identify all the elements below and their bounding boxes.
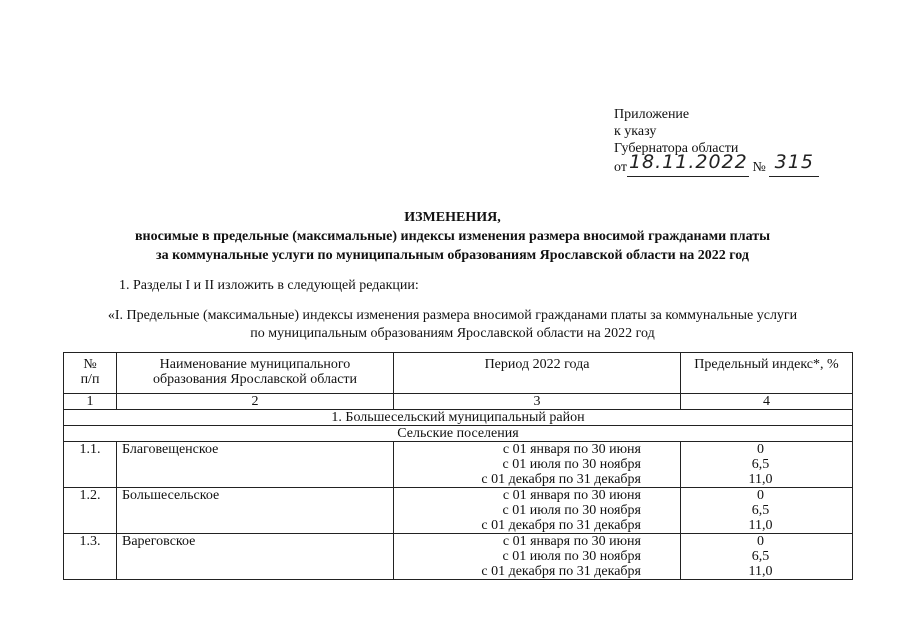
header-name [117, 353, 394, 394]
header-name-line-2: образования Ярославской области [152, 372, 358, 387]
table-header-row [64, 353, 853, 394]
index-cell: 6,5 [751, 549, 770, 564]
period-cell: с 01 декабря по 31 декабря [481, 518, 641, 533]
period-cell: с 01 декабря по 31 декабря [481, 472, 641, 487]
index-cell: 6,5 [751, 503, 770, 518]
decree-date-field [627, 151, 749, 177]
period-cell: с 01 января по 30 июня [502, 442, 641, 457]
index-cell: 11,0 [748, 564, 773, 579]
table-row [64, 442, 853, 488]
row-number: 1.3. [64, 534, 117, 580]
column-number: 1 [64, 394, 117, 410]
period-cell: с 01 июля по 30 ноября [502, 503, 641, 518]
decree-number-handwritten: 315 [774, 151, 814, 173]
index-cell: 11,0 [748, 518, 773, 533]
column-number: 2 [117, 394, 394, 410]
table-row [64, 534, 853, 580]
row-name: Благовещенское [117, 442, 394, 488]
row-indices [681, 534, 853, 580]
paragraph-2-line-1: «I. Предельные (максимальные) индексы изменения размера вносимой гражданами платы за коммунальные услуги [107, 308, 798, 323]
subsection-title: Сельские поселения [64, 426, 853, 442]
appendix-block [614, 106, 819, 177]
row-number: 1.2. [64, 488, 117, 534]
row-name: Большесельское [117, 488, 394, 534]
row-periods [394, 442, 681, 488]
header-num [64, 353, 117, 394]
row-indices [681, 488, 853, 534]
title-line-1: ИЗМЕНЕНИЯ, [404, 210, 501, 225]
paragraph-2 [0, 307, 905, 343]
header-index: Предельный индекс*, % [681, 353, 853, 394]
header-num-line-1: № [83, 357, 97, 372]
row-name: Вареговское [117, 534, 394, 580]
subsection-row [64, 426, 853, 442]
header-period: Период 2022 года [394, 353, 681, 394]
section-row [64, 410, 853, 426]
title-line-3: за коммунальные услуги по муниципальным образованиям Ярославской области на 2022 год [156, 248, 749, 263]
row-periods [394, 488, 681, 534]
table-row [64, 488, 853, 534]
period-cell: с 01 декабря по 31 декабря [481, 564, 641, 579]
index-cell: 0 [757, 534, 764, 549]
row-number: 1.1. [64, 442, 117, 488]
appendix-line-3: Губернатора области [614, 141, 739, 156]
period-cell: с 01 июля по 30 ноября [502, 549, 641, 564]
decree-date-handwritten: 18.11.2022 [628, 151, 748, 173]
column-number-row [64, 394, 853, 410]
index-cell: 0 [757, 488, 764, 503]
document-title [0, 208, 905, 265]
column-number: 4 [681, 394, 853, 410]
title-line-2: вносимые в предельные (максимальные) индексы изменения размера вносимой гражданами платы [134, 229, 771, 244]
header-name-line-1: Наименование муниципального [159, 357, 351, 372]
decree-number-field [769, 151, 819, 177]
index-cell: 6,5 [751, 457, 770, 472]
paragraph-2-line-2: по муниципальным образованиям Ярославской области на 2022 год [250, 326, 655, 341]
index-cell: 0 [757, 442, 764, 457]
from-label: от [614, 160, 627, 175]
column-number: 3 [394, 394, 681, 410]
appendix-line-2: к указу [614, 124, 657, 139]
number-label: № [752, 160, 766, 175]
period-cell: с 01 января по 30 июня [502, 488, 641, 503]
appendix-signature-line [614, 151, 819, 177]
period-cell: с 01 января по 30 июня [502, 534, 641, 549]
paragraph-1: 1. Разделы I и II изложить в следующей редакции: [119, 278, 419, 293]
indices-table [63, 352, 853, 580]
index-cell: 11,0 [748, 472, 773, 487]
section-title: 1. Большесельский муниципальный район [64, 410, 853, 426]
header-num-line-2: п/п [80, 372, 100, 387]
appendix-line-1: Приложение [614, 107, 690, 122]
period-cell: с 01 июля по 30 ноября [502, 457, 641, 472]
row-indices [681, 442, 853, 488]
row-periods [394, 534, 681, 580]
